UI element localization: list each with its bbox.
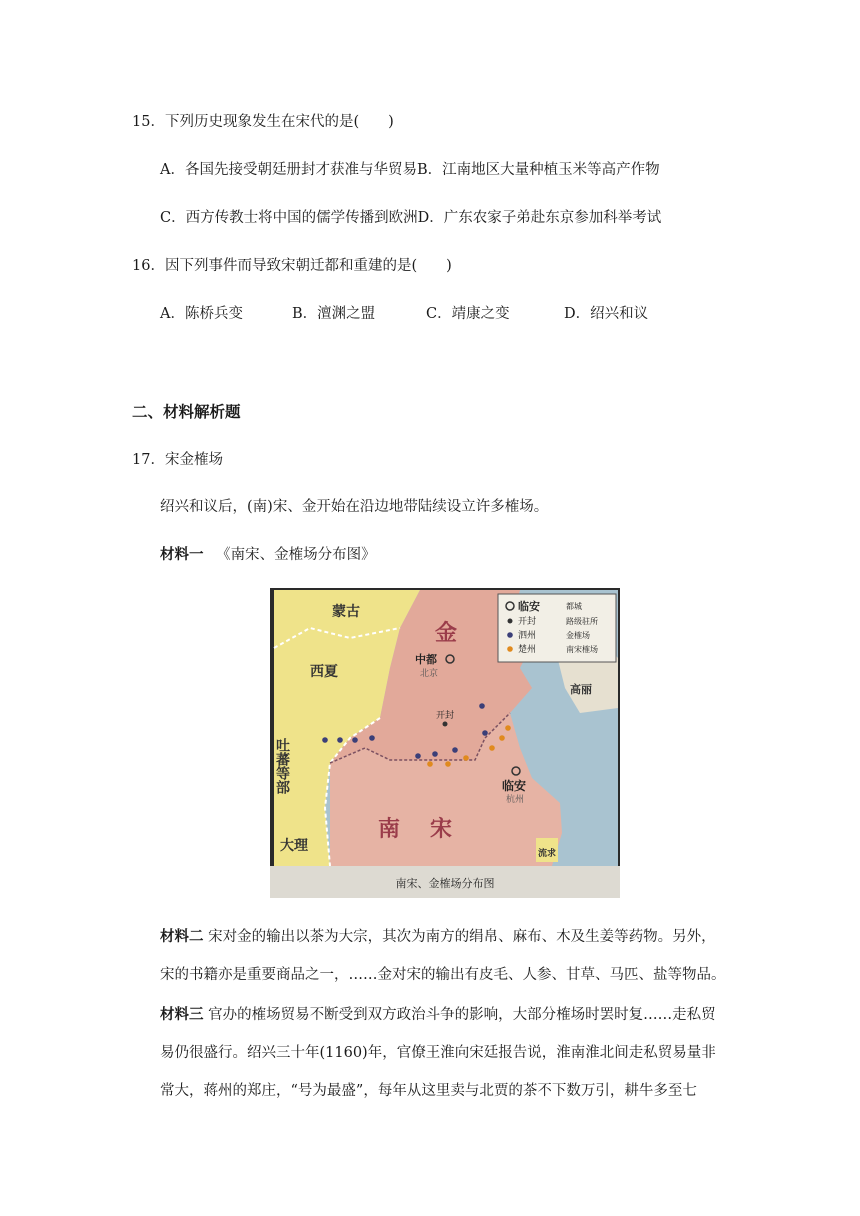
q15-options-cd xyxy=(160,208,661,228)
kaifeng-marker xyxy=(443,722,448,727)
q16-option-b[interactable]: B．澶渊之盟 xyxy=(292,306,376,322)
song-jin-market-map xyxy=(270,588,620,898)
svg-text:金榷场: 金榷场 xyxy=(566,631,590,640)
material1-title: 《南宋、金榷场分布图》 xyxy=(216,547,376,563)
q15-option-d[interactable]: D．广东农家子弟赴东京参加科举考试 xyxy=(417,210,662,226)
q16-options xyxy=(160,304,648,324)
q16-option-c[interactable]: C．靖康之变 xyxy=(426,306,510,322)
material2-label: 材料二 xyxy=(160,928,204,945)
label-dali: 大理 xyxy=(280,838,308,854)
label-linan: 临安 xyxy=(502,779,527,793)
svg-text:都城: 都城 xyxy=(566,602,582,611)
label-tubo: 吐蕃等部 xyxy=(274,738,290,794)
svg-text:泗州: 泗州 xyxy=(518,631,537,641)
q16-option-d[interactable]: D．绍兴和议 xyxy=(564,306,649,322)
q15-options-ab xyxy=(160,160,660,180)
material3-text: 官办的榷场贸易不断受到双方政治斗争的影响，大部分榷场时罢时复……走私贸易仍很盛行。绍兴三十年(1160)年，官僚王淮向宋廷报告说，淮南淮北间走私贸易量非常大，蒋州的郑庄，“号为最盛”，每年从这里卖与北贾的茶不下数万引，耕牛多至七 xyxy=(160,1007,716,1099)
label-beijing: 北京 xyxy=(420,669,439,679)
q15-option-a[interactable]: A．各国先接受朝廷册封才获准与华贸易 xyxy=(160,162,417,178)
q16-option-a[interactable]: A．陈桥兵变 xyxy=(160,306,243,322)
label-ryukyu: 流求 xyxy=(538,849,557,859)
label-nansong: 南宋 xyxy=(378,817,483,842)
material1-label: 材料一 xyxy=(160,546,204,563)
svg-text:开封: 开封 xyxy=(518,617,537,627)
q15-option-b[interactable]: B．江南地区大量种植玉米等高产作物 xyxy=(416,162,660,178)
q16-stem: 16．因下列事件而导致宋朝迁都和重建的是( ) xyxy=(132,258,452,274)
q15-stem: 15．下列历史现象发生在宋代的是( ) xyxy=(132,114,394,130)
q15-option-c[interactable]: C．西方传教士将中国的儒学传播到欧洲 xyxy=(160,210,418,226)
label-zhongdu: 中都 xyxy=(415,653,437,666)
section-title: 二、材料解析题 xyxy=(132,403,241,421)
q17-intro: 绍兴和议后，(南)宋、金开始在沿边地带陆续设立许多榷场。 xyxy=(160,499,549,515)
material2 xyxy=(160,918,730,994)
svg-text:楚州: 楚州 xyxy=(518,645,537,655)
svg-text:临安: 临安 xyxy=(518,600,540,613)
label-hangzhou: 杭州 xyxy=(506,795,525,805)
label-jin: 金 xyxy=(435,621,458,646)
svg-text:路级驻所: 路级驻所 xyxy=(566,617,598,626)
label-goryeo: 高丽 xyxy=(570,683,592,696)
material1-heading xyxy=(160,545,376,565)
material3 xyxy=(160,996,730,1110)
label-mongol: 蒙古 xyxy=(332,604,360,620)
svg-text:南宋榷场: 南宋榷场 xyxy=(566,645,598,654)
map-legend xyxy=(498,594,616,662)
label-kaifeng: 开封 xyxy=(436,711,455,721)
material3-label: 材料三 xyxy=(160,1006,204,1023)
map-caption: 南宋、金榷场分布图 xyxy=(395,877,495,890)
q17-stem: 17．宋金榷场 xyxy=(132,452,223,468)
label-xixia: 西夏 xyxy=(310,664,338,680)
material2-text: 宋对金的输出以茶为大宗，其次为南方的绢帛、麻布、木及生姜等药物。另外，宋的书籍亦是重要商品之一，……金对宋的输出有皮毛、人参、甘草、马匹、盐等物品。 xyxy=(160,929,726,983)
